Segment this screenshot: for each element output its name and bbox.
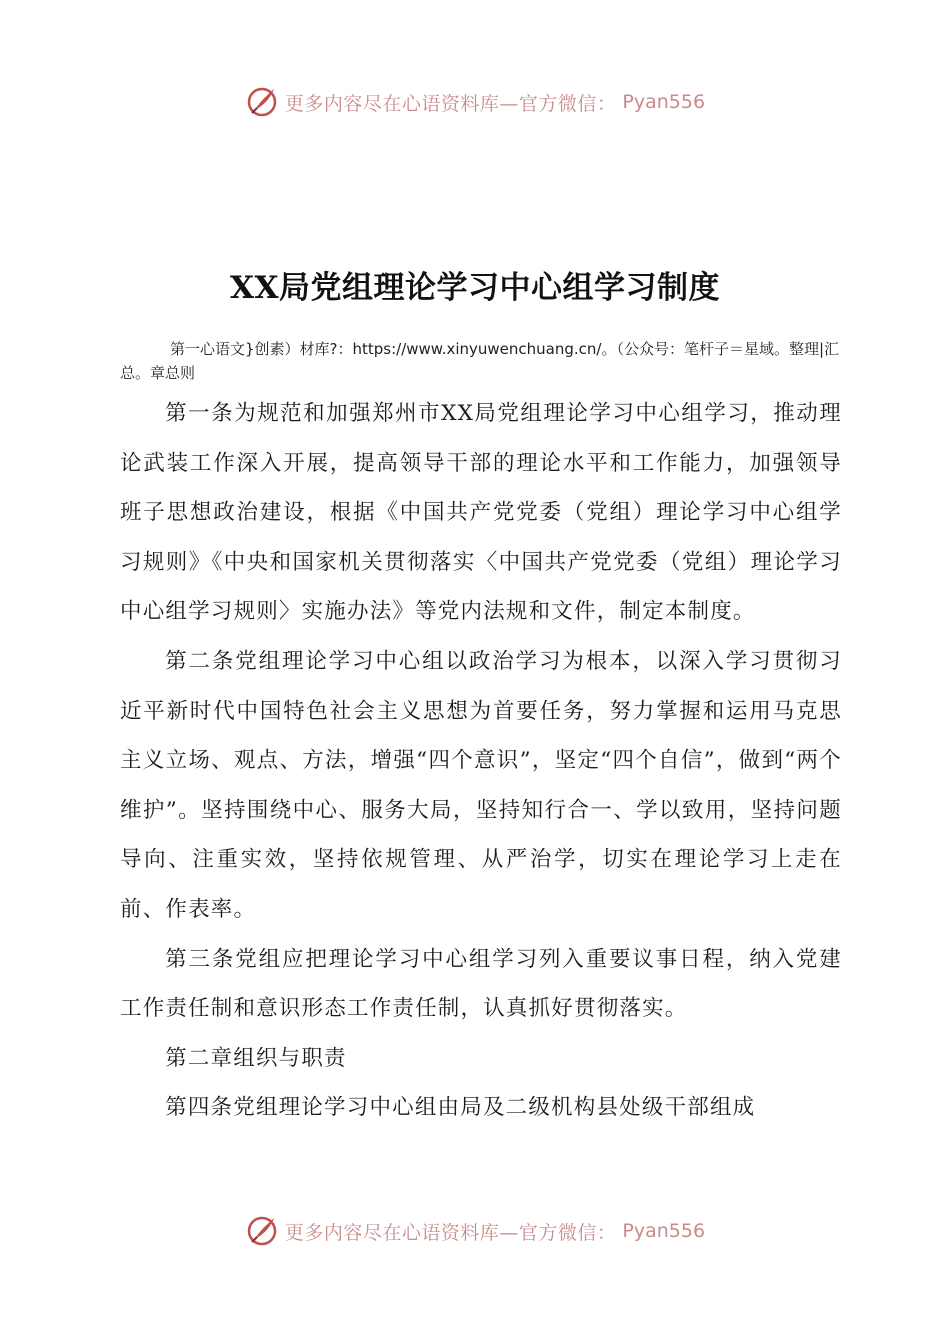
paragraph-article-4: 第四条党组理论学习中心组由局及二级机构县处级干部组成 xyxy=(165,1095,756,1121)
watermark-text: 更多内容尽在心语资料库—官方微信： xyxy=(284,1221,617,1244)
header-watermark xyxy=(0,82,950,122)
footer-watermark xyxy=(0,1211,950,1251)
watermark-wechat-id: Pyan556 xyxy=(622,91,706,113)
source-note: 第一心语文}创素）材库?：https://www.xinyuwenchuang.cn/。（公众号：笔杆子＝星域。整理|汇总。章总则 xyxy=(120,340,840,382)
watermark-wechat-id: Pyan556 xyxy=(622,1220,706,1242)
watermark-text: 更多内容尽在心语资料库—官方微信： xyxy=(284,92,617,115)
paragraph-article-1: 第一条为规范和加强郑州市XX局党组理论学习中心组学习，推动理论武装工作深入开展，提高领导干部的理论水平和工作能力，加强领导班子思想政治建设，根据《中国共产党党委（党组）理论学习中心组学习规则》《中央和国家机关贯彻落实〈中国共产党党委（党组）理论学习中心组学习规则〉实施办法》等党内法规和文件，制定本制度。 xyxy=(120,401,842,625)
paragraph-article-2: 第二条党组理论学习中心组以政治学习为根本，以深入学习贯彻习近平新时代中国特色社会主义思想为首要任务，努力掌握和运用马克思主义立场、观点、方法，增强“四个意识”，坚定“四个自信”，做到“两个维护”。坚持围绕中心、服务大局，坚持知行合一、学以致用，坚持问题导向、注重实效，坚持依规管理、从严治学，切实在理论学习上走在前、作表率。 xyxy=(120,648,842,922)
chapter-heading: 第二章组织与职责 xyxy=(165,1045,347,1071)
quill-circle-icon xyxy=(245,85,279,119)
paragraph-article-3: 第三条党组应把理论学习中心组学习列入重要议事日程，纳入党建工作责任制和意识形态工作责任制，认真抓好贯彻落实。 xyxy=(120,946,842,1022)
quill-circle-icon xyxy=(245,1214,279,1248)
document-title: XX局党组理论学习中心组学习制度 xyxy=(229,270,721,306)
document-body xyxy=(120,389,842,1133)
